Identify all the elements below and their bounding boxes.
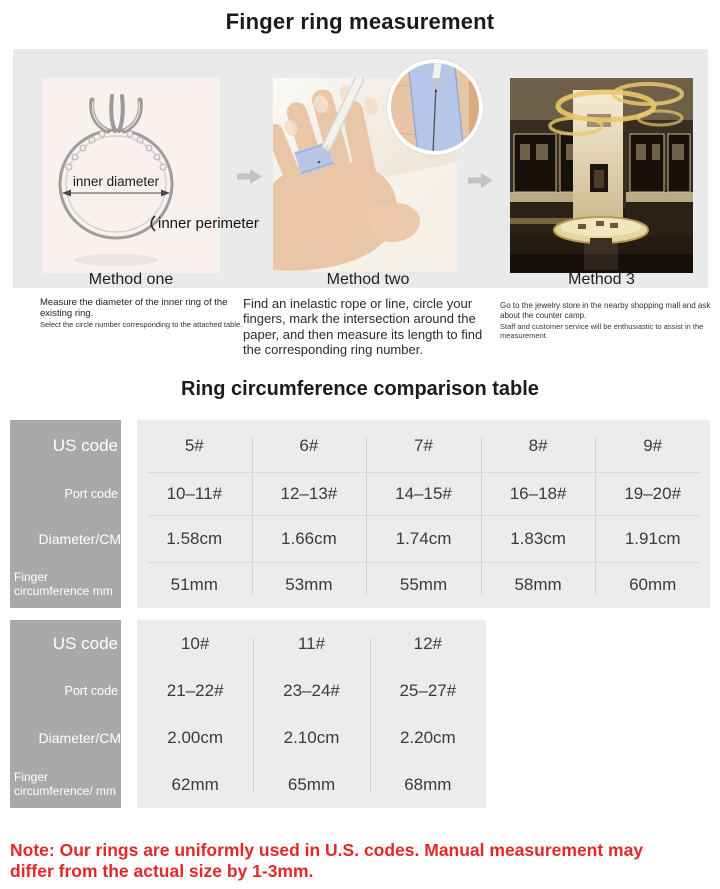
method-three-description-sub: Staff and customer service will be enthusiastic to assist in the measurement. bbox=[500, 321, 704, 341]
note-line2: differ from the actual size by 1-3mm. bbox=[10, 861, 314, 882]
row-divider bbox=[147, 562, 700, 563]
column-divider bbox=[252, 437, 253, 595]
table-cell: 19–20# bbox=[624, 483, 682, 503]
table-cell: 6# bbox=[299, 436, 319, 455]
table-cell: 12–13# bbox=[280, 483, 338, 503]
column-divider bbox=[595, 437, 596, 595]
jewelry-store-svg bbox=[510, 78, 693, 273]
method-one-description-main: Measure the diameter of the inner ring of the existing ring. bbox=[40, 297, 228, 320]
hand-measure-svg bbox=[273, 58, 503, 273]
method-one-image bbox=[42, 78, 220, 273]
table-cell: 53mm bbox=[285, 575, 333, 594]
table-cell: 10–11# bbox=[166, 483, 223, 503]
note-line1: Note: Our rings are uniformly used in U.S. codes. Manual measurement may bbox=[10, 840, 644, 860]
table-cell: 2.20cm bbox=[399, 727, 456, 747]
column-divider bbox=[481, 437, 482, 595]
method-three-label: Method 3 bbox=[568, 271, 635, 288]
table2-header-circumference: Finger circumference/ mm bbox=[14, 769, 117, 798]
arrow-right-icon bbox=[237, 168, 263, 185]
table-cell: 10# bbox=[180, 633, 210, 653]
table-cell: 12# bbox=[413, 633, 443, 653]
table1-header-circumference: Finger circumference mm bbox=[14, 570, 113, 598]
table2-header-port-code: Port code bbox=[64, 683, 118, 698]
table-cell: 9# bbox=[643, 436, 663, 455]
table-cell: 8# bbox=[528, 436, 548, 455]
method-two-image bbox=[273, 58, 503, 273]
table-cell: 5# bbox=[184, 436, 204, 455]
size-disclaimer-note bbox=[10, 840, 700, 883]
method-one-description-sub: Select the circle number corresponding to the attached table. bbox=[40, 319, 243, 329]
table-cell: 25–27# bbox=[399, 680, 457, 700]
table2-grid bbox=[137, 620, 486, 808]
table-cell: 7# bbox=[414, 436, 433, 455]
row-divider bbox=[147, 472, 700, 473]
table2-header-diameter: Diameter/CM bbox=[38, 729, 121, 746]
column-divider bbox=[370, 638, 371, 793]
table1-grid bbox=[137, 420, 710, 608]
table2-row-headers bbox=[10, 620, 121, 808]
inner-diameter-label: inner diameter bbox=[72, 174, 160, 189]
table-cell: 11# bbox=[297, 633, 326, 653]
inner-perimeter-label: inner perimeter bbox=[158, 215, 259, 232]
table-cell: 1.66cm bbox=[281, 528, 337, 548]
table-cell: 23–24# bbox=[283, 680, 340, 700]
table1-header-port-code: Port code bbox=[64, 486, 118, 501]
table-cell: 14–15# bbox=[395, 483, 452, 503]
table-cell: 2.10cm bbox=[283, 727, 340, 747]
table-cell: 2.00cm bbox=[167, 727, 224, 747]
leader-curve-icon bbox=[147, 215, 157, 232]
table1-header-us-code: US code bbox=[52, 436, 118, 455]
method-two-label: Method two bbox=[326, 271, 410, 288]
table-cell: 60mm bbox=[629, 575, 677, 594]
methods-panel bbox=[13, 49, 708, 288]
method-three-description-main: Go to the jewelry store in the nearby shopping mall and ask about the counter camp. bbox=[500, 301, 711, 321]
table-cell: 1.58cm bbox=[166, 528, 223, 548]
table-cell: 1.83cm bbox=[510, 528, 566, 548]
table1-row-headers bbox=[10, 420, 121, 608]
table-cell: 65mm bbox=[287, 774, 336, 794]
table-cell: 58mm bbox=[514, 575, 562, 594]
table-cell: 1.91cm bbox=[624, 528, 681, 548]
method-one-description bbox=[40, 297, 245, 329]
table-cell: 51mm bbox=[170, 575, 218, 594]
column-divider bbox=[253, 638, 254, 793]
table-cell: 62mm bbox=[171, 774, 219, 794]
table-cell: 1.74cm bbox=[395, 528, 452, 548]
method-three-description bbox=[500, 301, 714, 341]
page-title: Finger ring measurement bbox=[225, 9, 495, 34]
inner-perimeter-label-group bbox=[147, 215, 259, 232]
table-cell: 16–18# bbox=[509, 483, 567, 503]
arrow-right-icon bbox=[468, 172, 494, 189]
method-three-image bbox=[510, 78, 693, 273]
method-one-label: Method one bbox=[88, 271, 174, 288]
ring-diagram-svg bbox=[42, 78, 220, 273]
row-divider bbox=[147, 515, 700, 516]
table-cell: 21–22# bbox=[166, 680, 224, 700]
table-cell: 68mm bbox=[404, 774, 452, 794]
table-cell: 55mm bbox=[399, 575, 448, 594]
method-two-description: Find an inelastic rope or line, circle your fingers, mark the intersection around the paper, and then measure its length to find the corresponding ring number. bbox=[243, 296, 483, 357]
table2-header-us-code: US code bbox=[52, 633, 118, 653]
table1-header-diameter: Diameter/CM bbox=[38, 530, 121, 547]
comparison-table-title: Ring circumference comparison table bbox=[181, 378, 539, 400]
column-divider bbox=[366, 437, 367, 595]
